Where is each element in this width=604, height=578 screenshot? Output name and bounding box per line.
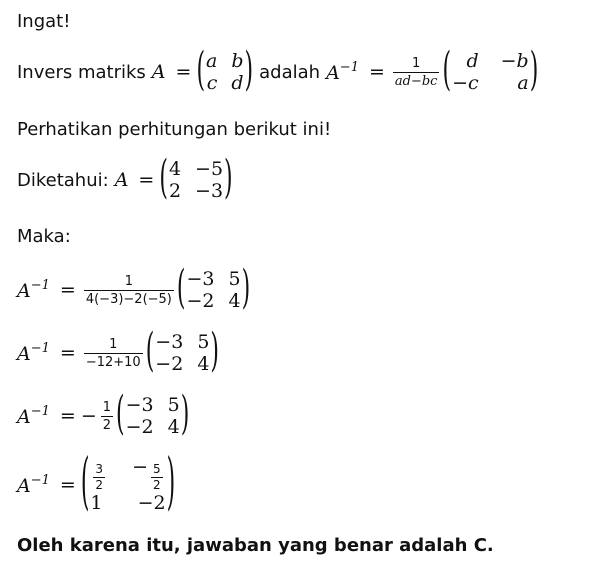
step-lhs: $A^{-1}$ [17, 473, 50, 497]
matrix-cell: 2 [168, 180, 182, 202]
step-fraction: $\frac{1}{2}$ [102, 399, 112, 433]
given-lhs: A [114, 169, 129, 191]
matrix-cell: 1 [90, 492, 103, 514]
given-matrix: ( 4 −5 2 −3 ) [159, 152, 233, 206]
step-fraction: $\frac{1}{-12+10}$ [85, 336, 141, 370]
formula-inv: $A^{-1}$ [326, 60, 359, 84]
step-sign: − [80, 405, 97, 427]
matrix-cell: 4 [228, 290, 241, 312]
step-eq: = [59, 405, 76, 427]
conclusion: Oleh karena itu, jawaban yang benar adalah C. [17, 535, 494, 556]
heading: Ingat! [17, 11, 71, 32]
matrix-cell: −5 [195, 158, 224, 180]
step-matrix: ( −3 5 −2 4 ) [176, 262, 251, 316]
step-matrix: ( −3 5 −2 4 ) [116, 388, 190, 442]
formula-eq2: = [368, 61, 385, 83]
step-2 [17, 325, 219, 379]
matrix-cell: −3 [195, 180, 224, 202]
matrix-cell: 4 [168, 158, 182, 180]
step-lhs: $A^{-1}$ [17, 341, 50, 365]
step-3 [17, 388, 190, 442]
matrix-cell: −c [452, 72, 479, 94]
matrix-cell: 5 [228, 268, 241, 290]
matrix-cell: d [231, 72, 244, 94]
step-eq: = [59, 474, 76, 496]
formula-intro: Invers matriks [17, 61, 146, 83]
matrix-cell: 5 [197, 331, 210, 353]
formula-lhs: A [151, 61, 166, 83]
matrix-cell: 5 [167, 394, 180, 416]
step-eq: = [59, 279, 76, 301]
step-1 [17, 262, 251, 316]
result-matrix: ( $\frac{3}{2}$ − $\frac{5}{2}$ 1 −2 ) [80, 448, 176, 519]
step-eq: = [59, 342, 76, 364]
step-lhs: $A^{-1}$ [17, 404, 50, 428]
matrix-cell: d [466, 50, 479, 72]
matrix-cell: 4 [167, 416, 180, 438]
matrix-cell: c [206, 72, 218, 94]
adjugate-matrix: ( d −b −c a ) [442, 44, 539, 98]
matrix-cell: − $\frac{5}{2}$ [132, 456, 161, 492]
step-lhs: $A^{-1}$ [17, 278, 50, 302]
matrix-cell: $\frac{3}{2}$ [95, 462, 104, 492]
matrix-cell: a [517, 72, 529, 94]
step-4 [17, 448, 176, 519]
matrix-cell: −3 [125, 394, 154, 416]
matrix-cell: −2 [125, 416, 154, 438]
formula-fraction: $\frac{1}{ad-bc}$ [394, 55, 438, 89]
matrix-cell: b [231, 50, 244, 72]
instruction: Perhatikan perhitungan berikut ini! [17, 119, 332, 140]
matrix-cell: −b [500, 50, 529, 72]
given-label: Diketahui: [17, 169, 109, 191]
matrix-cell: −2 [155, 353, 184, 375]
matrix-cell: −3 [186, 268, 215, 290]
inverse-formula [17, 44, 539, 98]
step-fraction: $\frac{1}{4(-3)-2(-5)}$ [85, 273, 172, 307]
matrix-cell: −2 [137, 492, 166, 514]
matrix-cell: a [206, 50, 218, 72]
formula-eq: = [175, 61, 192, 83]
matrix-cell: 4 [197, 353, 210, 375]
given-matrix-line [17, 152, 233, 206]
matrix-cell: −3 [155, 331, 184, 353]
matrix-cell: −2 [186, 290, 215, 312]
formula-middle: adalah [259, 61, 321, 83]
step-matrix: ( −3 5 −2 4 ) [145, 325, 219, 379]
given-eq: = [138, 169, 155, 191]
formula-matrix: ( a b c d ) [196, 44, 254, 98]
then-label: Maka: [17, 226, 71, 247]
